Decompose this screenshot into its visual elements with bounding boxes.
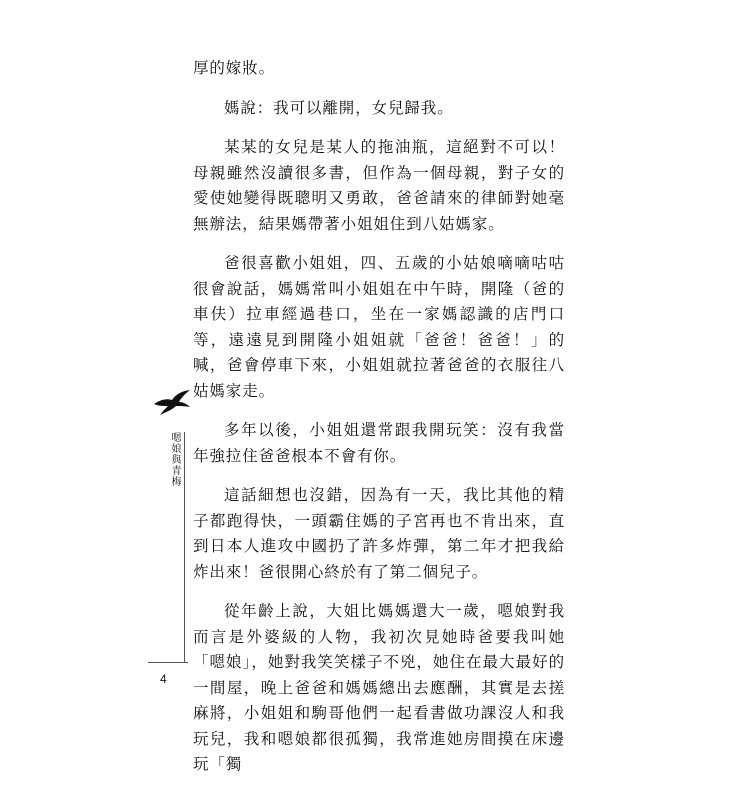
paragraph-7: 從年齡上說，大姐比媽媽還大一歲，嗯娘對我而言是外婆級的人物，我初次見她時爸要我叫她「嗯娘」，她對我笑笑樣子不兇，她住在最大最好的一間屋，晚上爸爸和媽媽總出去應酬，其實是去搓麻將，小姐姐和駒哥他們一起看書做功課沒人和我玩兒，我和嗯娘都很孤獨，我常進她房間摸在床邊玩「獨 [193, 602, 565, 773]
page-body [193, 56, 565, 792]
paragraph-3: 某某的女兒是某人的拖油瓶，這絕對不可以！母親雖然沒讀很多書，但作為一個母親，對子女的愛使她變得既聰明又勇敢，爸爸請來的律師對她毫無辦法，結果媽帶著小姐姐住到八姑媽家。 [193, 138, 565, 233]
footer-rule [148, 662, 188, 663]
paragraph-5: 多年以後，小姐姐還常跟我開玩笑：沒有我當年強拉住爸爸根本不會有你。 [193, 421, 565, 465]
sidebar-title: 嗯娘與青梅 [169, 432, 180, 487]
paragraph-4: 爸很喜歡小姐姐，四、五歲的小姑娘嘀嘀咕咕很會說話，媽媽常叫小姐姐在中午時，開隆（爸的車伕）拉車經過巷口，坐在一家媽認識的店門口等，遠遠見到開隆小姐姐就「爸爸！爸爸！」的喊，爸會停車下來，小姐姐就拉著爸爸的衣服往八姑媽家走。 [193, 254, 565, 400]
sidebar-rule [184, 432, 185, 662]
paragraph-1: 厚的嫁妝。 [193, 59, 276, 77]
paragraph-6: 這話細想也沒錯，因為有一天，我比其他的精子都跑得快，一頭霸住媽的子宮再也不肯出來，直到日本人進攻中國扔了許多炸彈，第二年才把我給炸出來！爸很開心終於有了第二個兒子。 [193, 486, 565, 581]
paragraph-2: 媽說：我可以離開，女兒歸我。 [224, 98, 454, 117]
bird-icon [152, 388, 192, 418]
sidebar [148, 388, 192, 688]
page-number: 4 [160, 672, 167, 686]
